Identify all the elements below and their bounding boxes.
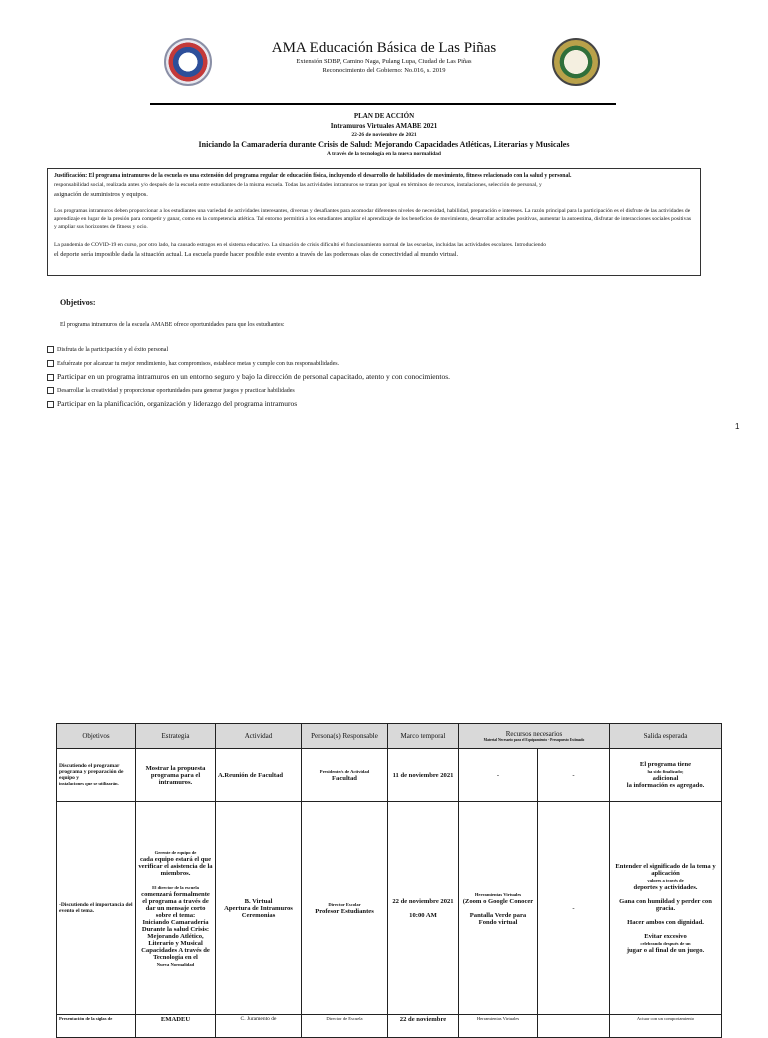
- header-actividad: Actividad: [216, 724, 302, 749]
- justification-paragraph-2: Los programas intramuros deben proporcionar a los estudiantes una variedad de actividades interesantes, diversas y desafiantes para acomodar diferentes niveles de necesidad, habilidad, preparación e intereses. La razón principal para la participación es el disfrute de las actividades de aprendizaje en lugar de la presión para competir y ganar, como en la competencia atlética. Tal entorno permitirá a los estudiantes ampliar el aprendizaje de los beneficios de movimiento, desarrollar actitudes positivas, aumentar la autoestima, disfrutar de interacciones sociales positivas y ampliar sus horizontes de fitness y ocio.: [54, 208, 692, 231]
- justification-lead: Justificación: El programa intramuros de la escuela es una extensión del programa regular de educación física, incluyendo el desarrollo de habilidades de movimiento, fitness relacionado con la salud y personal.: [54, 173, 572, 179]
- school-address: Extensión SDBP, Camino Naga, Pulang Lupa, Ciudad de Las Piñas: [296, 58, 472, 65]
- cell-objetivos: Presentación de la siglas de: [57, 1015, 136, 1038]
- page-number: 1: [735, 422, 740, 431]
- cell-persona: Director de Escuela: [302, 1015, 388, 1038]
- cell-presupuesto: -: [538, 802, 610, 1015]
- cell-estrategia: Gerente de equipo de cada equipo estará el que verificar el asistencia de la miembros. El director de la escuela comenzará formalmente el programa a través de dar un mensaje corto sobre el tema: Iniciando Camaradería Durante la salud Crisis: Mejorando Atlético, Literario y Musical Capacidades A través de Tecnología en el Nueva Normalidad: [136, 802, 216, 1015]
- justification-line-2: responsabilidad social, realizada antes y/o después de la escuela entre estudiantes de la misma escuela. Todas las actividades intramuros se tratan por igual en términos de recursos, instalaciones, selección de personal, y: [54, 182, 542, 188]
- checkbox-icon: [47, 346, 54, 353]
- school-name: AMA Educación Básica de Las Piñas: [271, 40, 497, 56]
- cell-salida: Entender el significado de la tema y aplicación valores a través de deportes y actividades. Gana con humildad y perder con gracia. Hacer ambos con dignidad. Evitar excesivo celebrando después de un jugar o al final de un juego.: [610, 802, 722, 1015]
- checkbox-icon: [47, 374, 54, 381]
- objectives-title: Objetivos:: [60, 298, 96, 307]
- cell-persona: Presidente/s de Actividad Facultad: [302, 749, 388, 802]
- header-salida: Salida esperada: [610, 724, 722, 749]
- cell-material: Herramientas Virtuales: [459, 1015, 538, 1038]
- objective-item: Participar en un programa intramuros en un entorno seguro y bajo la dirección de personal capacitado, atento y con conocimientos.: [47, 372, 450, 381]
- header-recursos: Recursos necesarios Material Necesario para el Equipamiento - Presupuesto Estimado: [459, 724, 610, 749]
- plan-tagline: A través de la tecnología en la nueva normalidad: [327, 151, 441, 157]
- checkbox-icon: [47, 360, 54, 367]
- plan-theme: Iniciando la Camaradería durante Crisis de Salud: Mejorando Capacidades Atléticas, Literarias y Musicales: [198, 140, 570, 149]
- plan-title: PLAN DE ACCIÓN: [353, 112, 415, 120]
- cell-salida: El programa tiene ha sido finalizado; adicional la información es agregado.: [610, 749, 722, 802]
- table-row: [57, 749, 722, 802]
- justification-line-3: asignación de suministros y equipos.: [54, 191, 148, 198]
- cell-material: Herramientas Virtuales (Zoom o Google Conocer Pantalla Verde para Fondo virtual: [459, 802, 538, 1015]
- header-divider: [150, 103, 616, 105]
- cell-actividad: A.Reunión de Facultad: [216, 749, 302, 802]
- plan-dates: 22-26 de noviembre de 2021: [351, 132, 417, 138]
- table-row: [57, 1015, 722, 1038]
- checkbox-icon: [47, 387, 54, 394]
- objective-item: Participar en la planificación, organización y liderazgo del programa intramuros: [47, 399, 297, 408]
- header-objetivos: Objetivos: [57, 724, 136, 749]
- header-estrategia: Estrategia: [136, 724, 216, 749]
- cell-marco: 22 de noviembre: [388, 1015, 459, 1038]
- cell-estrategia: EMADEU: [136, 1015, 216, 1038]
- cell-actividad: C. Juramento de: [216, 1015, 302, 1038]
- government-recognition: Reconocimiento del Gobierno: No.016, s. 2019: [322, 67, 446, 74]
- table-row: [57, 802, 722, 1015]
- cell-marco: 11 de noviembre 2021: [388, 749, 459, 802]
- checkbox-icon: [47, 401, 54, 408]
- objective-item: Desarrollar la creatividad y proporcionar oportunidades para generar juegos y practicar habilidades: [47, 387, 295, 394]
- table-header-row: [57, 724, 722, 749]
- objective-item: Disfruta de la participación y el éxito personal: [47, 346, 168, 353]
- justification-paragraph-3a: La pandemia de COVID-19 en curso, por otro lado, ha causado estragos en el sistema educativo. La situación de crisis dificultó el funcionamiento normal de las escuelas, incluidas las actividades escolares. Introduciendo: [54, 242, 547, 248]
- header-marco: Marco temporal: [388, 724, 459, 749]
- cell-presupuesto: [538, 1015, 610, 1038]
- objectives-intro: El programa intramuros de la escuela AMABE ofrece oportunidades para que los estudiantes:: [60, 322, 285, 328]
- cell-actividad: B. Virtual Apertura de Intramuros Ceremonias: [216, 802, 302, 1015]
- cell-salida: Actuar con un comportamiento: [610, 1015, 722, 1038]
- cell-objetivos: Discutiendo el programar programa y preparación de equipo y instalaciones que se utilizarán.: [57, 749, 136, 802]
- objective-item: Esfuérzate por alcanzar tu mejor rendimiento, haz compromisos, establece metas y cumple con tus responsabilidades.: [47, 360, 339, 367]
- header-persona: Persona(s) Responsable: [302, 724, 388, 749]
- cell-material: -: [459, 749, 538, 802]
- plan-subtitle: Intramuros Virtuales AMABE 2021: [330, 122, 438, 130]
- cell-marco: 22 de noviembre 2021 10:00 AM: [388, 802, 459, 1015]
- justification-paragraph-3b: el deporte sería imposible dada la situación actual. La escuela puede hacer posible este evento a través de las poderosas olas de conectividad al mundo virtual.: [54, 251, 459, 258]
- cell-estrategia: Mostrar la propuesta programa para el intramuros.: [136, 749, 216, 802]
- cell-persona: Director Escolar Profesor Estudiantes: [302, 802, 388, 1015]
- cell-presupuesto: -: [538, 749, 610, 802]
- cell-objetivos: -Discutiendo el importancia del evento el tema.: [57, 802, 136, 1015]
- action-plan-table: [56, 723, 722, 1038]
- justification-box: [47, 168, 701, 276]
